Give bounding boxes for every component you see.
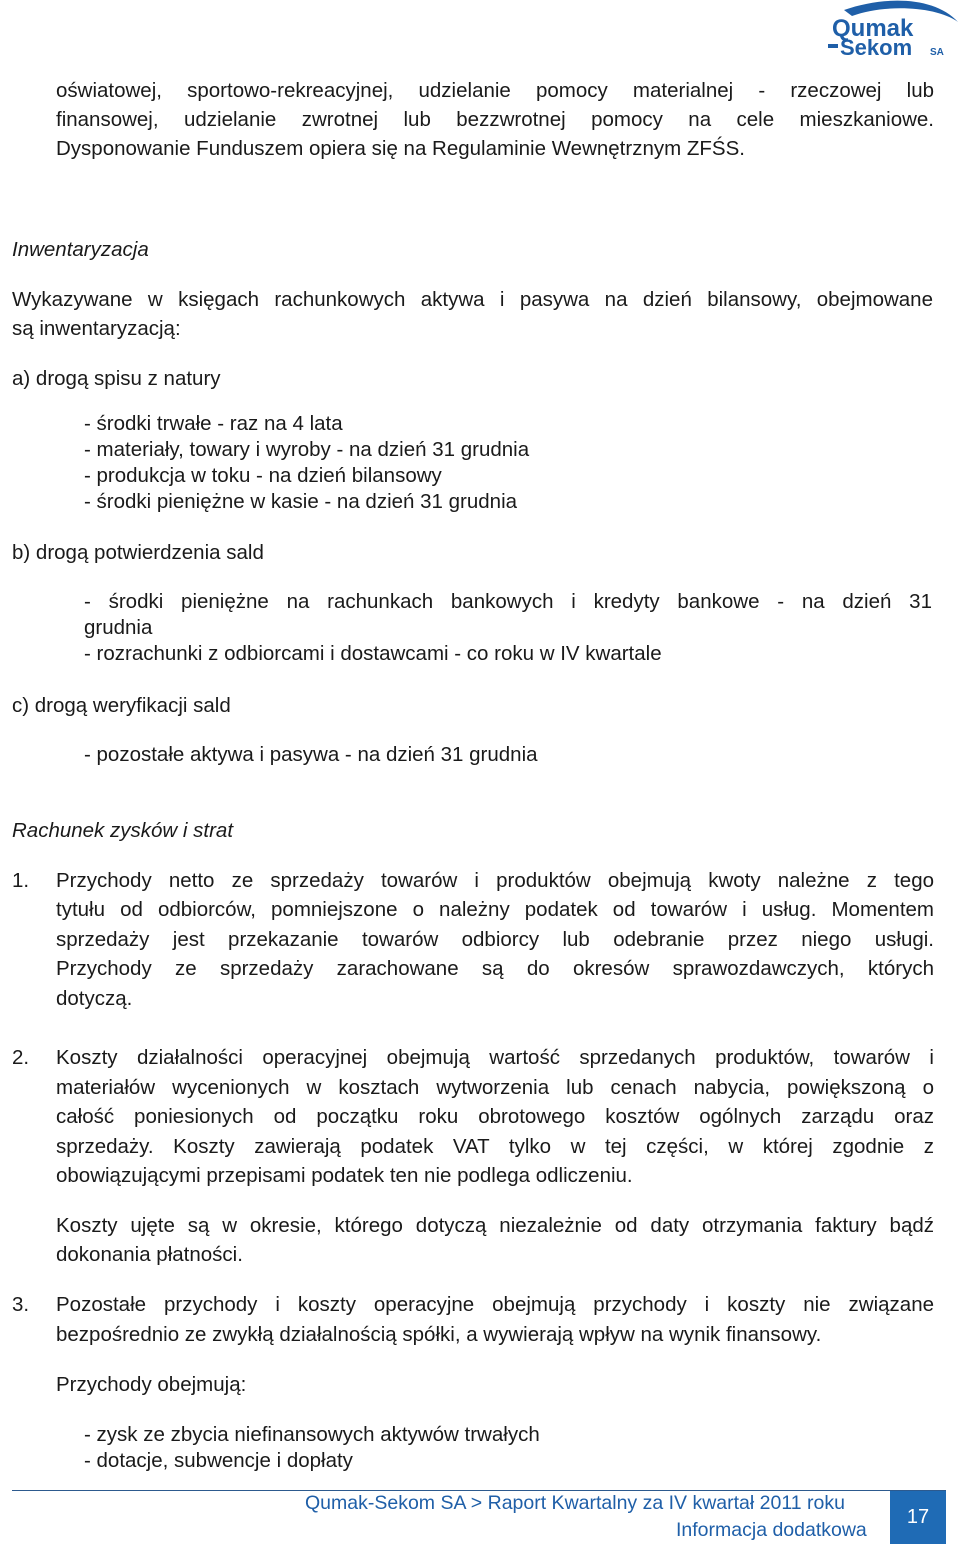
footer-rule xyxy=(12,1490,946,1491)
inventory-method-b: b) drogą potwierdzenia sald xyxy=(12,541,264,564)
list-item: - pozostałe aktywa i pasywa - na dzień 31 grudnia xyxy=(84,743,538,766)
section-heading-income: Rachunek zysków i strat xyxy=(12,819,234,842)
list-item: - rozrachunki z odbiorcami i dostawcami - co roku w IV kwartale xyxy=(84,642,662,665)
p1-line-4: Przychody ze sprzedaży zarachowane są do okresów sprawozdawczych, których xyxy=(56,957,934,980)
footer-report-title: Qumak-Sekom SA > Raport Kwartalny za IV kwartał 2011 roku xyxy=(305,1492,845,1514)
p3-line-1: Pozostałe przychody i koszty operacyjne obejmują przychody i koszty nie związane xyxy=(56,1293,934,1316)
inventory-method-a: a) drogą spisu z natury xyxy=(12,367,221,390)
p2-line-1: Koszty działalności operacyjnej obejmują wartość sprzedanych produktów, towarów i xyxy=(56,1046,934,1069)
p2b-line-2: dokonania płatności. xyxy=(56,1243,243,1266)
inventory-intro-line-1: Wykazywane w księgach rachunkowych aktywa i pasywa na dzień bilansowy, obejmowane xyxy=(12,288,933,311)
footer-section-title: Informacja dodatkowa xyxy=(676,1519,867,1541)
list-item: - środki pieniężne w kasie - na dzień 31 grudnia xyxy=(84,490,518,513)
inventory-method-c: c) drogą weryfikacji sald xyxy=(12,694,231,717)
list-item: - środki pieniężne na rachunkach bankowych i kredyty bankowe - na dzień 31 xyxy=(84,590,932,613)
list-item: grudnia xyxy=(84,616,153,639)
paragraph-number-1: 1. xyxy=(12,869,30,892)
company-logo xyxy=(824,0,960,62)
p1-line-3: sprzedaży jest przekazanie towarów odbiorcy lub odebranie przez niego usługi. xyxy=(56,928,934,951)
p1-line-5: dotyczą. xyxy=(56,987,133,1010)
section-heading-inventory: Inwentaryzacja xyxy=(12,238,149,261)
p2-line-5: obowiązującymi przepisami podatek ten nie podlega odliczeniu. xyxy=(56,1164,633,1187)
p2-line-2: materiałów wycenionych w kosztach wytworzenia lub cenach nabycia, powiększoną o xyxy=(56,1076,934,1099)
inventory-intro-line-2: są inwentaryzacją: xyxy=(12,317,181,340)
p2-line-4: sprzedaży. Koszty zawierają podatek VAT tylko w tej części, w której zgodnie z xyxy=(56,1135,934,1158)
p2b-line-1: Koszty ujęte są w okresie, którego dotyczą niezależnie od daty otrzymania faktury bądź xyxy=(56,1214,934,1237)
list-item: - zysk ze zbycia niefinansowych aktywów trwałych xyxy=(84,1423,540,1446)
logo-suffix: SA xyxy=(930,47,944,58)
list-item: - materiały, towary i wyroby - na dzień 31 grudnia xyxy=(84,438,530,461)
p3-subheading: Przychody obejmują: xyxy=(56,1373,247,1396)
intro-line-1: oświatowej, sportowo-rekreacyjnej, udzielanie pomocy materialnej - rzeczowej lub xyxy=(56,79,934,102)
logo-line1: Qumak xyxy=(832,15,914,42)
paragraph-number-2: 2. xyxy=(12,1046,30,1069)
list-item: - dotacje, subwencje i dopłaty xyxy=(84,1449,353,1472)
logo-line2: Sekom xyxy=(840,35,913,60)
intro-line-2: finansowej, udzielanie zwrotnej lub bezzwrotnej pomocy na cele mieszkaniowe. xyxy=(56,108,934,131)
p1-line-2: tytułu od odbiorców, pomniejszone o należny podatek od towarów i usług. Momentem xyxy=(56,898,934,921)
list-item: - środki trwałe - raz na 4 lata xyxy=(84,412,343,435)
intro-line-3: Dysponowanie Funduszem opiera się na Regulaminie Wewnętrznym ZFŚS. xyxy=(56,137,745,160)
paragraph-number-3: 3. xyxy=(12,1293,30,1316)
p1-line-1: Przychody netto ze sprzedaży towarów i produktów obejmują kwoty należne z tego xyxy=(56,869,934,892)
p2-line-3: całość poniesionych od początku roku obrotowego kosztów ogólnych zarządu oraz xyxy=(56,1105,934,1128)
list-item: - produkcja w toku - na dzień bilansowy xyxy=(84,464,442,487)
page-number: 17 xyxy=(890,1491,946,1544)
p3-line-2: bezpośrednio ze zwykłą działalnością spółki, a wywierają wpływ na wynik finansowy. xyxy=(56,1323,822,1346)
